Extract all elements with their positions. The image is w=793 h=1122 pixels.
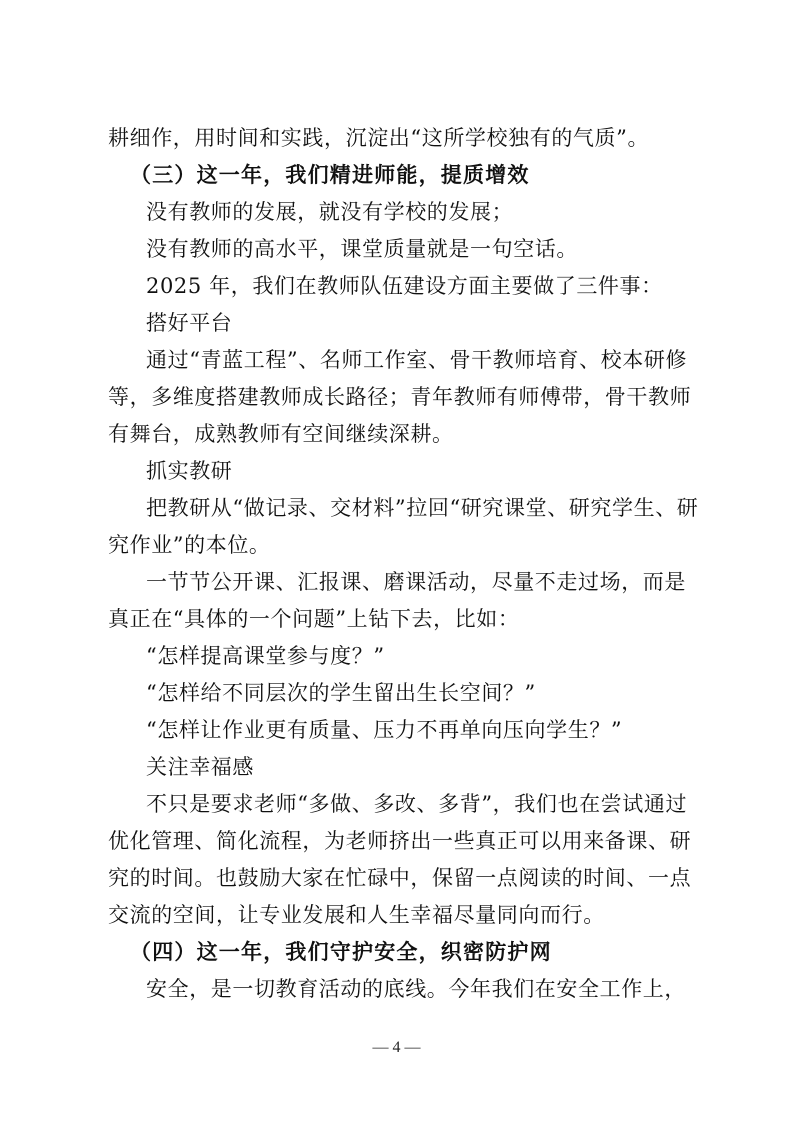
paragraph-line: 真正在“具体的一个问题”上钻下去，比如： <box>108 607 520 631</box>
paragraph-line: 没有教师的高水平，课堂质量就是一句空话。 <box>146 237 578 261</box>
paragraph-line: 耕细作，用时间和实践，沉淀出“这所学校独有的气质”。 <box>108 126 650 150</box>
paragraph-line: 不只是要求老师“多做、多改、多背”，我们也在尝试通过 <box>146 792 688 816</box>
paragraph-line: 安全，是一切教育活动的底线。今年我们在安全工作上， <box>146 977 686 1001</box>
subheading: 关注幸福感 <box>146 755 254 779</box>
page-number: — 4 — <box>372 1039 421 1056</box>
subheading: 搭好平台 <box>146 311 233 335</box>
section-heading: （三）这一年，我们精进师能，提质增效 <box>130 162 530 187</box>
subheading: 抓实教研 <box>146 459 233 483</box>
paragraph-line: 通过“青蓝工程”、名师工作室、骨干教师培育、校本研修 <box>146 348 688 372</box>
paragraph-line: 优化管理、简化流程，为老师挤出一些真正可以用来备课、研 <box>108 829 692 853</box>
paragraph-line: 究作业”的本位。 <box>108 533 271 557</box>
quote-line: “怎样让作业更有质量、压力不再单向压向学生？” <box>146 718 623 742</box>
paragraph-line: 有舞台，成熟教师有空间继续深耕。 <box>108 422 454 446</box>
paragraph-line: 没有教师的发展，就没有学校的发展； <box>146 200 514 224</box>
paragraph-line: 交流的空间，让专业发展和人生幸福尽量同向而行。 <box>108 903 605 927</box>
paragraph-line: 等，多维度搭建教师成长路径；青年教师有师傅带，骨干教师 <box>108 385 692 409</box>
quote-line: “怎样给不同层次的学生留出生长空间？” <box>146 681 536 705</box>
paragraph-line: 究的时间。也鼓励大家在忙碌中，保留一点阅读的时间、一点 <box>108 866 692 890</box>
section-heading: （四）这一年，我们守护安全，织密防护网 <box>130 939 552 964</box>
quote-line: “怎样提高课堂参与度？” <box>146 644 385 668</box>
paragraph-line: 2025 年，我们在教师队伍建设方面主要做了三件事： <box>146 274 663 298</box>
paragraph-line: 一节节公开课、汇报课、磨课活动，尽量不走过场，而是 <box>146 570 686 594</box>
paragraph-line: 把教研从“做记录、交材料”拉回“研究课堂、研究学生、研 <box>146 496 699 520</box>
